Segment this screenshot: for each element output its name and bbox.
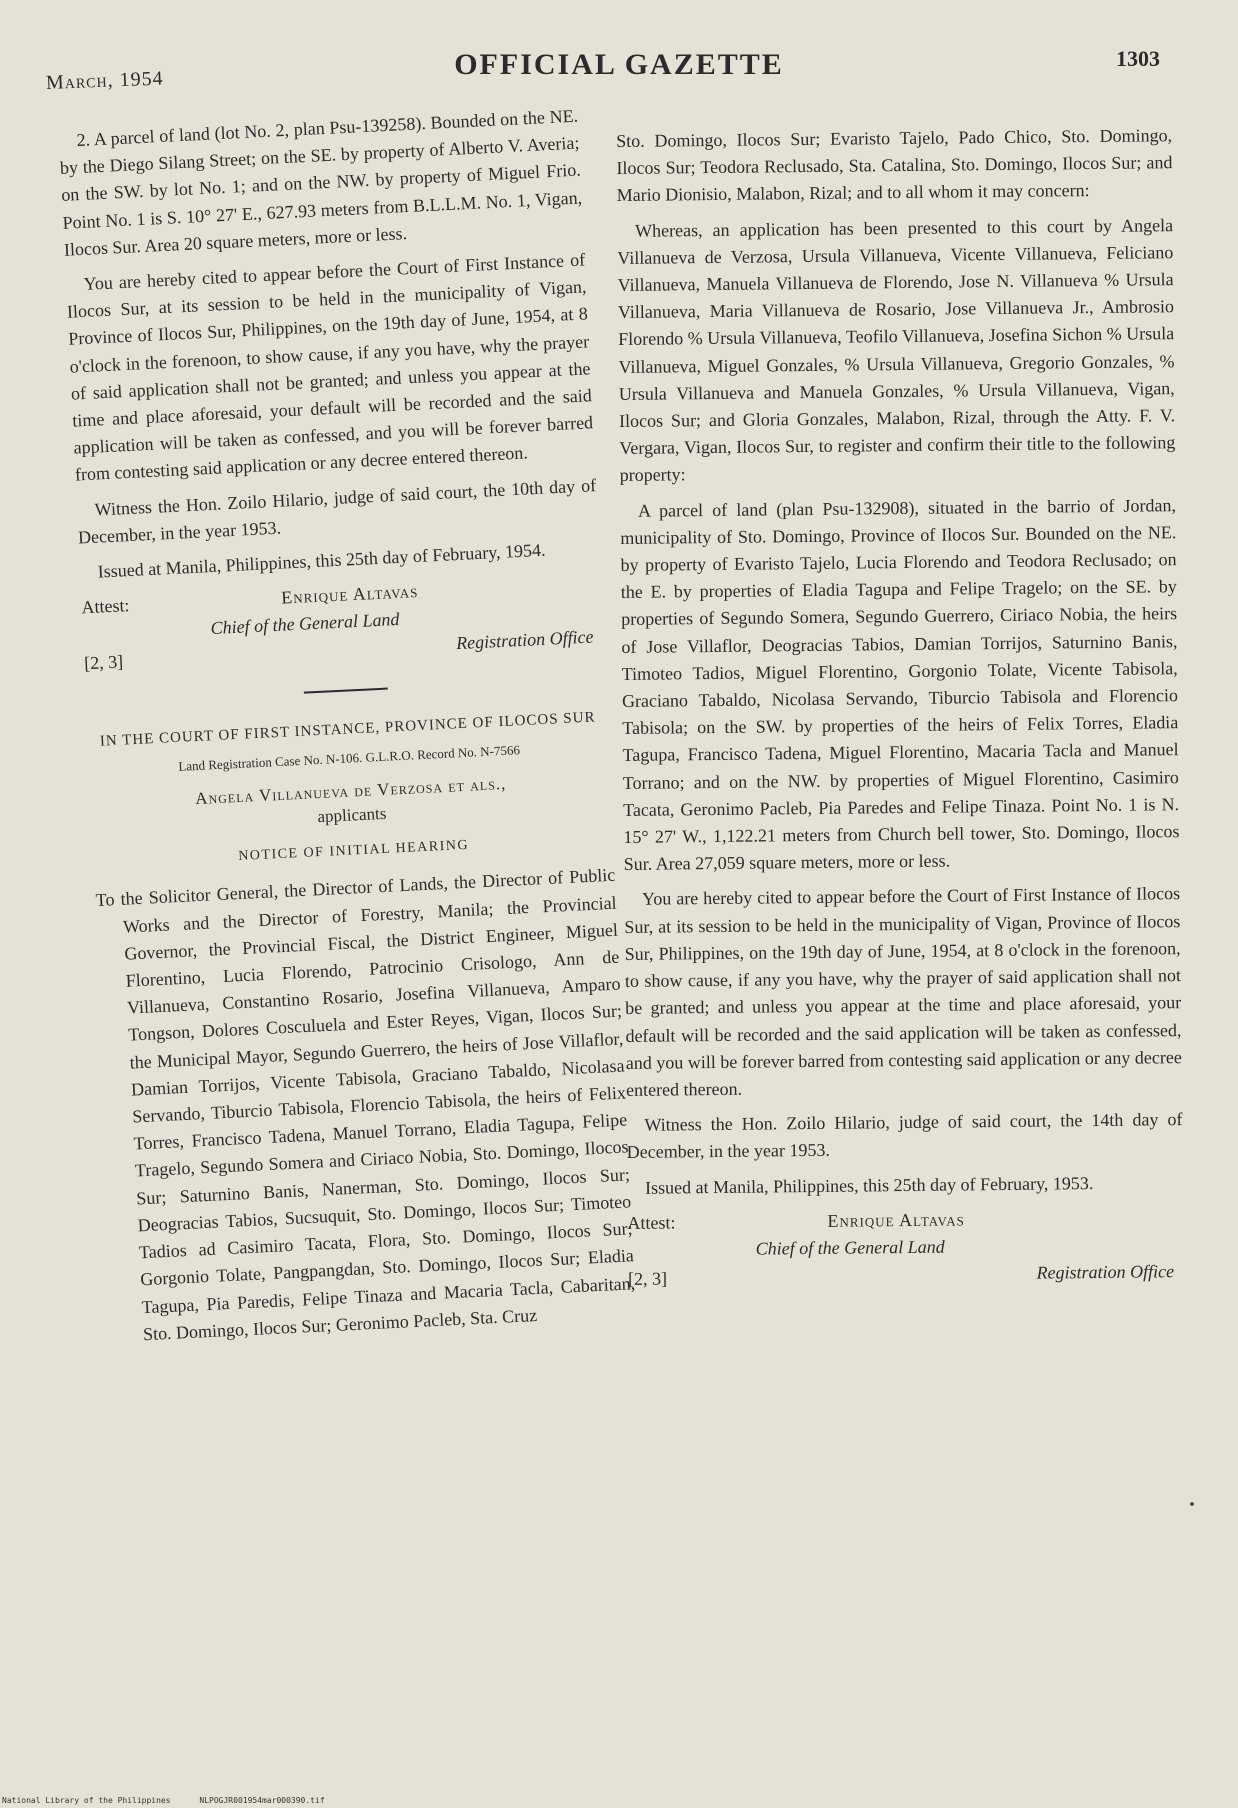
scan-filename: NLPOGJR001954mar000390.tif <box>199 1796 325 1805</box>
issue-date: March, 1954 <box>45 67 165 94</box>
attest-title-line1: Chief of the General Land <box>755 1236 945 1259</box>
issued-paragraph: Issued at Manila, Philippines, this 25th day of February, 1953. <box>644 1172 1094 1198</box>
attest-name: Enrique Altavas <box>827 1209 965 1231</box>
attest-block <box>627 1204 1184 1296</box>
case-number: Land Registration Case No. N-106. G.L.R.O. Record No. N-7566 <box>178 742 521 775</box>
attest-title-line2: Registration Office <box>1036 1260 1175 1283</box>
attest-label: Attest: <box>627 1212 676 1233</box>
whereas-paragraph: Whereas, an application has been presented to this court by Angela Villanueva de Verzosa, Ursula Villanueva, Vicente Villanueva, Feliciano Villanueva, Manuela Villanueva de Florendo, Jose N. Villanueva % Ursula Villanueva, Maria Villanueva de Rosario, Jose Villanueva Jr., Ambrosio Florendo % Ursula Villanueva, Teofilo Villanueva, Josefina Sichon % Ursula Villanueva, Miguel Gonzales, % Ursula Villanueva, Gregorio Gonzales, % Ursula Villanueva and Manuela Gonzales, % Ursula Villanueva, Vigan, Ilocos Sur; and Gloria Gonzales, Malabon, Rizal, through the Atty. F. V. Vergara, Vigan, Ilocos Sur, to register and confirm their title to the following property: <box>617 214 1176 486</box>
publication-title: OFFICIAL GAZETTE <box>454 48 784 81</box>
attest-block <box>81 569 605 680</box>
page-header <box>0 0 1238 100</box>
parcel-description: 2. A parcel of land (lot No. 2, plan Psu-139258). Bounded on the NE. by the Diego Silang Street; on the SE. by property of Alberto V. Averia; on the SW. by lot No. 1; and on the NW. by property of Miguel Frio. Point No. 1 is S. 10° 27' E., 627.93 meters from B.L.L.M. No. 1, Vigan, Ilocos Sur. Area 20 square meters, more or less. <box>59 105 583 260</box>
scan-speck <box>1190 1502 1194 1506</box>
attest-title-line2: Registration Office <box>455 626 594 654</box>
attest-name: Enrique Altavas <box>280 581 419 608</box>
library-credit: National Library of the Philippines <box>2 1796 171 1805</box>
page-number: 1303 <box>1116 46 1160 71</box>
right-column <box>616 122 1184 1303</box>
witness-paragraph: Witness the Hon. Zoilo Hilario, judge of said court, the 14th day of December, in the year 1953. <box>626 1109 1183 1163</box>
left-column <box>58 103 638 1358</box>
attest-label: Attest: <box>80 595 130 618</box>
parcel-paragraph: A parcel of land (plan Psu-132908), situated in the barrio of Jordan, municipality of Sto. Domingo, Province of Ilocos Sur. Bounded on the NE. by property of Evaristo Tajelo, Lucia Florendo and Teodora Reclusado; on the E. by properties of Eladia Tagupa and Felipe Tragelo; on the SE. by properties of Segundo Somera, Segundo Guerrero, Ciriaco Nobia, the heirs of Jose Villaflor, Deogracias Tabios, Damian Torrijos, Saturnino Banis, Timoteo Tadios, Miguel Florentino, Gorgonio Tolate, Vicente Tabisola, Graciano Tabaldo, Nicolasa Servando, Tiburcio Tabisola and Florencio Tabisola; on the SW. by properties of the heirs of Felix Torres, Eladia Tagupa, Francisco Tadena, Miguel Florentino, Macaria Tacla and Manuel Torrano; and on the NW. by properties of Miguel Florentino, Casimiro Tacata, Geronimo Pacleb, Pia Paredes and Felipe Tinaza. Point No. 1 is N. 15° 27' W., 1,122.21 meters from Church bell tower, Sto. Domingo, Ilocos Sur. Area 27,059 square meters, more or less. <box>620 494 1180 875</box>
attest-title-line1: Chief of the General Land <box>210 609 400 639</box>
notice-title: NOTICE OF INITIAL HEARING <box>237 838 470 865</box>
scan-footer <box>2 1796 349 1805</box>
applicants-label: applicants <box>317 804 387 827</box>
citation-paragraph: You are hereby cited to appear before the Court of First Instance of Ilocos Sur, at its session to be held in the municipality of Vigan, Province of Ilocos Sur, Philippines, on the 19th day of June, 1954, at 8 o'clock in the forenoon, to show cause, if any you have, why the prayer of said application shall not be granted; and unless you appear at the time and place aforesaid, your default will be recorded and the said application will be taken as confessed, and you will be forever barred from contesting said application or any decree entered thereon. <box>66 249 594 486</box>
court-heading: IN THE COURT OF FIRST INSTANCE, PROVINCE OF ILOCOS SUR <box>99 709 596 750</box>
issued-paragraph: Issued at Manila, Philippines, this 25th day of February, 1954. <box>97 539 546 582</box>
section-divider <box>304 688 388 694</box>
attest-reference: [2, 3] <box>83 651 124 674</box>
addressees-continuation: Sto. Domingo, Ilocos Sur; Evaristo Tajelo, Pado Chico, Sto. Domingo, Ilocos Sur; Teodora Reclusado, Sta. Catalina, Sto. Domingo, Ilocos Sur; and Mario Dionisio, Malabon, Rizal; and to all whom it may concern: <box>616 125 1173 206</box>
addressees-paragraph: To the Solicitor General, the Director of Lands, the Director of Public Works and the Director of Forestry, Manila; the Provincial Governor, the Provincial Fiscal, the District Engineer, Miguel Florentino, Lucia Florendo, Patrocinio Crisologo, Ann de Villanueva, Constantino Rosario, Josefina Villanueva, Amparo Tongson, Dolores Cosculuela and Ester Reyes, Vigan, Ilocos Sur; the Municipal Mayor, Segundo Guerrero, the heirs of Jose Villaflor, Damian Torrijos, Vicente Tabisola, Graciano Tabaldo, Nicolasa Servando, Tiburcio Tabisola, Florencio Tabisola, the heirs of Felix Torres, Francisco Tadena, Manuel Torrano, Eladia Tagupa, Felipe Tragelo, Segundo Somera and Ciriaco Nobia, Sto. Domingo, Ilocos Sur; Saturnino Banis, Nanerman, Sto. Domingo, Ilocos Sur; Deogracias Tabios, Sucsuquit, Sto. Domingo, Ilocos Sur; Timoteo Tadios ad Casimiro Tacata, Flora, Sto. Domingo, Ilocos Sur; Gorgonio Tolate, Pangpangdan, Sto. Domingo, Ilocos Sur; Eladia Tagupa, Pia Paredis, Felipe Tinaza and Macaria Tacla, Cabaritan, Sto. Domingo, Ilocos Sur; Geronimo Pacleb, Sta. Cruz <box>95 865 636 1344</box>
witness-paragraph: Witness the Hon. Zoilo Hilario, judge of said court, the 10th day of December, in the year 1953. <box>77 474 597 548</box>
applicants-name: Angela Villanueva de Verzosa et als., <box>194 774 507 809</box>
attest-reference: [2, 3] <box>627 1268 668 1289</box>
citation-paragraph: You are hereby cited to appear before the Court of First Instance of Ilocos Sur, at its session to be held in the municipality of Vigan, Province of Ilocos Sur, Philippines, on the 19th day of June, 1954, at 8 o'clock in the forenoon, to show cause, if any you have, why the prayer of said application shall not be granted; and unless you appear at the time and place aforesaid, your default will be recorded and the said application will be taken as confessed, and you will be forever barred from contesting said application or any decree entered thereon. <box>624 883 1182 1100</box>
